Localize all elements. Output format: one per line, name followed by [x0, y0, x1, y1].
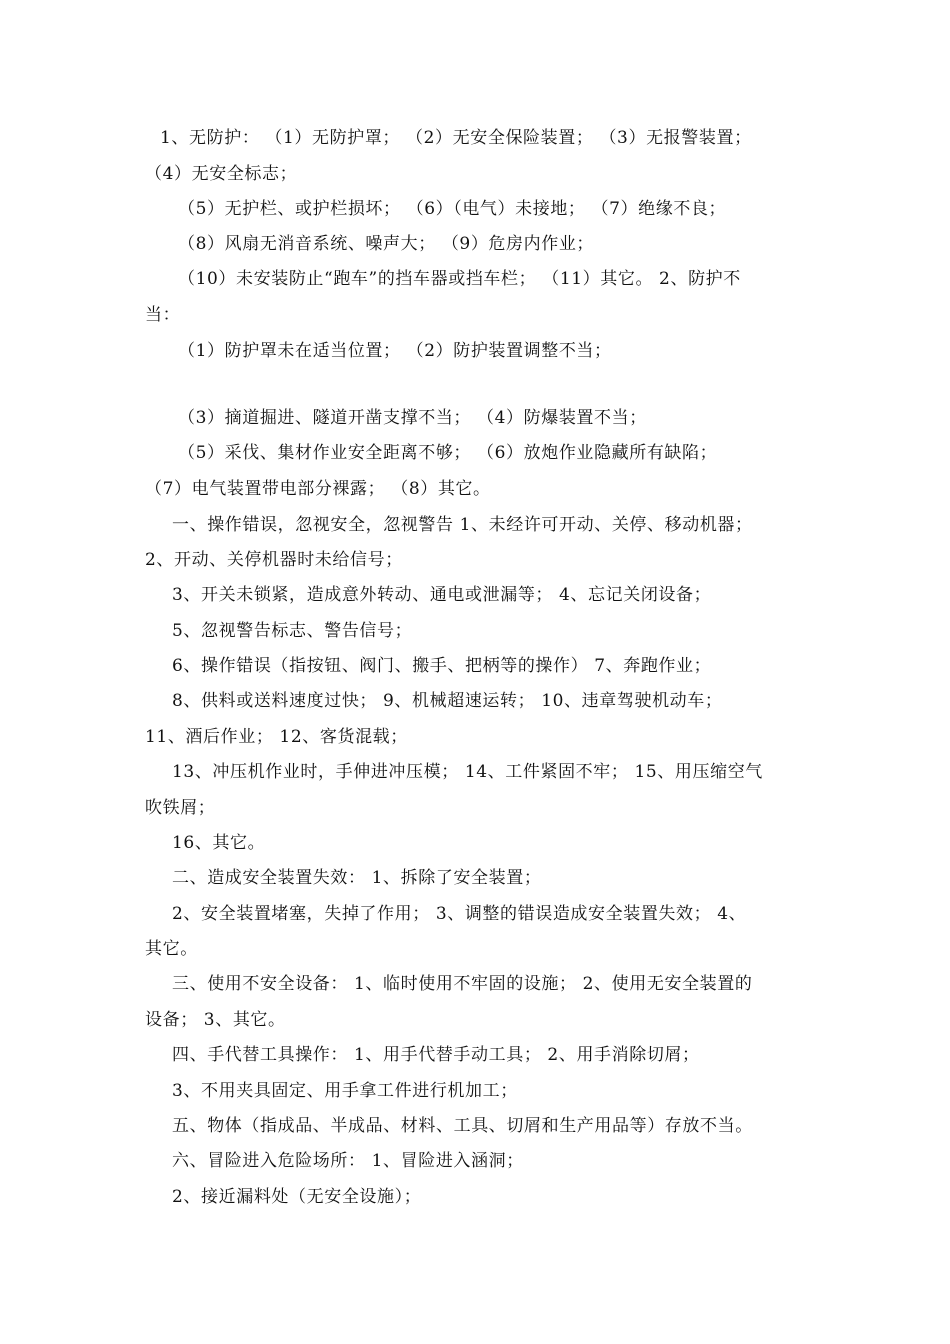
text-line-8: （3）摘道掘进、隧道开凿支撑不当； （4）防爆装置不当；	[178, 408, 647, 428]
text-line-21: 二、造成安全装置失效： 1、拆除了安全装置；	[172, 868, 542, 888]
text-line-9: （5）采伐、集材作业安全距离不够； （6）放炮作业隐藏所有缺陷；	[178, 443, 718, 463]
text-line-27: 3、不用夹具固定、用手拿工件进行机加工；	[172, 1081, 518, 1101]
text-line-18: 13、冲压机作业时，手伸进冲压模； 14、工件紧固不牢； 15、用压缩空气	[172, 762, 763, 782]
text-line-14: 5、忽视警告标志、警告信号；	[172, 621, 413, 641]
text-line-19: 吹铁屑；	[145, 798, 216, 818]
text-line-5: （10）未安装防止“跑车”的挡车器或挡车栏； （11）其它。 2、防护不	[178, 269, 741, 289]
text-line-28: 五、物体（指成品、半成品、材料、工具、切屑和生产用品等）存放不当。	[172, 1116, 753, 1136]
text-line-2: （4）无安全标志；	[145, 164, 298, 184]
text-line-26: 四、手代替工具操作： 1、用手代替手动工具； 2、用手消除切屑；	[172, 1045, 700, 1065]
text-line-29: 六、冒险进入危险场所： 1、冒险进入涵洞；	[172, 1151, 524, 1171]
text-line-17: 11、酒后作业； 12、客货混载；	[145, 727, 408, 747]
text-line-24: 三、使用不安全设备： 1、临时使用不牢固的设施； 2、使用无安全装置的	[172, 974, 753, 994]
text-line-23: 其它。	[145, 939, 198, 959]
text-line-12: 2、开动、关停机器时未给信号；	[145, 550, 403, 570]
text-line-4: （8）风扇无消音系统、噪声大； （9）危房内作业；	[178, 234, 595, 254]
text-line-6: 当：	[145, 305, 181, 325]
text-line-7: （1）防护罩未在适当位置； （2）防护装置调整不当；	[178, 341, 612, 361]
text-line-10: （7）电气装置带电部分裸露； （8）其它。	[145, 479, 491, 499]
text-line-15: 6、操作错误（指按钮、阀门、搬手、把柄等的操作） 7、奔跑作业；	[172, 656, 712, 676]
text-line-1: 1、无防护： （1）无防护罩； （2）无安全保险装置； （3）无报警装置；	[160, 128, 752, 148]
text-line-13: 3、开关未锁紧，造成意外转动、通电或泄漏等； 4、忘记关闭设备；	[172, 585, 712, 605]
text-line-30: 2、接近漏料处（无安全设施）；	[172, 1187, 422, 1207]
text-line-20: 16、其它。	[172, 833, 266, 853]
text-line-3: （5）无护栏、或护栏损坏； （6）（电气）未接地； （7）绝缘不良；	[178, 199, 727, 219]
text-line-16: 8、供料或送料速度过快； 9、机械超速运转； 10、违章驾驶机动车；	[172, 691, 723, 711]
text-line-22: 2、安全装置堵塞，失掉了作用； 3、调整的错误造成安全装置失效； 4、	[172, 904, 747, 924]
text-line-25: 设备； 3、其它。	[145, 1010, 286, 1030]
text-line-11: 一、操作错误，忽视安全，忽视警告 1、未经许可开动、关停、移动机器；	[172, 515, 753, 535]
